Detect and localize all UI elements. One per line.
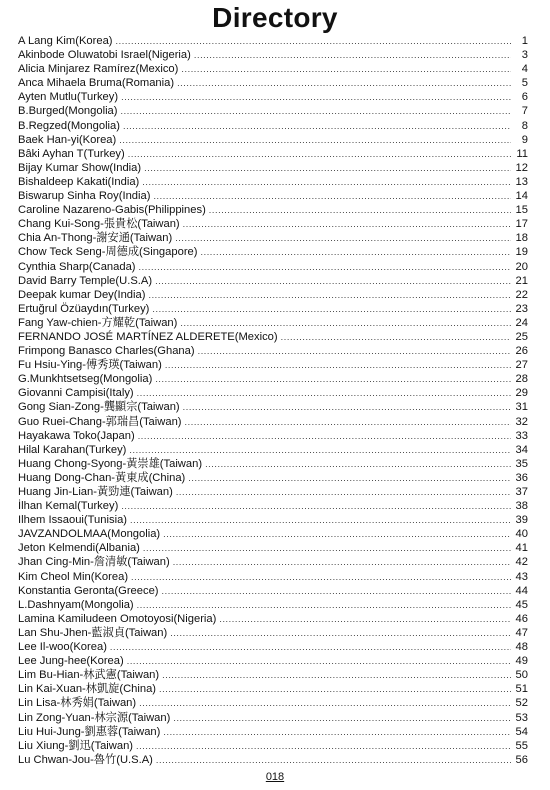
entry-page-number: 38: [515, 500, 528, 513]
directory-entry: [18, 147, 528, 161]
directory-entry: [18, 76, 528, 90]
directory-entry: [18, 443, 528, 457]
entry-name: Chow Teck Seng-周德成(Singapore): [18, 246, 198, 259]
entry-page-number: 25: [515, 330, 528, 343]
dot-leader: [159, 682, 511, 696]
entry-name: Akinbode Oluwatobi Israel(Nigeria): [18, 49, 191, 62]
entry-name: Hilal Karahan(Turkey): [18, 443, 127, 456]
entry-page-number: 47: [515, 626, 528, 639]
dot-leader: [110, 640, 511, 654]
entry-name: Anca Mihaela Bruma(Romania): [18, 77, 175, 90]
dot-leader: [139, 696, 511, 710]
directory-list: [18, 34, 528, 767]
directory-entry: [18, 654, 528, 668]
directory-entry: [18, 133, 528, 147]
entry-name: Chang Kui-Song-張貴松(Taiwan): [18, 218, 180, 231]
dot-leader: [165, 358, 511, 372]
entry-page-number: 18: [515, 232, 528, 245]
dot-leader: [188, 471, 511, 485]
entry-page-number: 29: [515, 387, 528, 400]
dot-leader: [152, 302, 511, 316]
entry-name: Lu Chwan-Jou-魯竹(U.S.A): [18, 753, 153, 766]
dot-leader: [185, 415, 511, 429]
entry-name: Deepak kumar Dey(India): [18, 288, 146, 301]
dot-leader: [128, 147, 511, 161]
entry-page-number: 12: [515, 161, 528, 174]
dot-leader: [205, 457, 511, 471]
entry-name: B.Regzed(Mongolia): [18, 119, 120, 132]
directory-entry: [18, 753, 528, 767]
dot-leader: [119, 133, 511, 147]
entry-name: Lee Il-woo(Korea): [18, 641, 107, 654]
entry-page-number: 15: [515, 204, 528, 217]
directory-entry: [18, 682, 528, 696]
entry-page-number: 22: [515, 288, 528, 301]
dot-leader: [127, 654, 511, 668]
dot-leader: [163, 725, 511, 739]
entry-page-number: 46: [515, 612, 528, 625]
directory-entry: [18, 288, 528, 302]
entry-page-number: 55: [515, 739, 528, 752]
entry-name: Fang Yaw-chien-方耀乾(Taiwan): [18, 316, 178, 329]
entry-name: Jeton Kelmendi(Albania): [18, 542, 140, 555]
dot-leader: [162, 668, 511, 682]
dot-leader: [162, 584, 511, 598]
directory-entry: [18, 119, 528, 133]
entry-name: Bâki Ayhan T(Turkey): [18, 147, 125, 160]
entry-page-number: 44: [515, 584, 528, 597]
directory-entry: [18, 344, 528, 358]
entry-page-number: 21: [515, 274, 528, 287]
directory-entry: [18, 48, 528, 62]
entry-name: Cynthia Sharp(Canada): [18, 260, 136, 273]
directory-entry: [18, 640, 528, 654]
entry-name: Lim Bu-Hian-林武憲(Taiwan): [18, 669, 160, 682]
directory-entry: [18, 316, 528, 330]
entry-page-number: 19: [515, 246, 528, 259]
dot-leader: [136, 739, 511, 753]
entry-page-number: 23: [515, 302, 528, 315]
entry-name: Huang Dong-Chan-黃東成(China): [18, 471, 186, 484]
entry-page-number: 9: [521, 133, 528, 146]
directory-entry: [18, 161, 528, 175]
entry-name: Ayten Mutlu(Turkey): [18, 91, 119, 104]
directory-entry: [18, 584, 528, 598]
entry-name: FERNANDO JOSÉ MARTÍNEZ ALDERETE(Mexico): [18, 330, 278, 343]
entry-name: Liu Hui-Jung-劉惠蓉(Taiwan): [18, 725, 161, 738]
directory-entry: [18, 274, 528, 288]
entry-page-number: 28: [515, 373, 528, 386]
entry-name: Gong Sian-Zong-龔顯宗(Taiwan): [18, 401, 180, 414]
dot-leader: [173, 711, 511, 725]
dot-leader: [144, 161, 511, 175]
entry-name: Alicia Minjarez Ramírez(Mexico): [18, 63, 179, 76]
dot-leader: [123, 119, 511, 133]
entry-page-number: 5: [521, 77, 528, 90]
directory-entry: [18, 231, 528, 245]
entry-name: Jhan Cing-Min-詹清敏(Taiwan): [18, 556, 170, 569]
dot-leader: [194, 48, 511, 62]
entry-page-number: 36: [515, 471, 528, 484]
entry-page-number: 39: [515, 514, 528, 527]
dot-leader: [139, 260, 511, 274]
dot-leader: [163, 527, 511, 541]
entry-page-number: 11: [516, 147, 528, 160]
dot-leader: [175, 231, 511, 245]
directory-entry: [18, 668, 528, 682]
dot-leader: [155, 274, 511, 288]
entry-page-number: 7: [521, 105, 528, 118]
entry-page-number: 32: [515, 415, 528, 428]
entry-name: İlhan Kemal(Turkey): [18, 500, 119, 513]
dot-leader: [209, 203, 511, 217]
entry-name: Caroline Nazareno-Gabis(Philippines): [18, 204, 206, 217]
entry-name: Lan Shu-Jhen-藍淑貞(Taiwan): [18, 626, 168, 639]
directory-entry: [18, 457, 528, 471]
directory-entry: [18, 527, 528, 541]
entry-name: Liu Xiung-劉迅(Taiwan): [18, 739, 134, 752]
entry-page-number: 13: [515, 175, 528, 188]
entry-name: Lamina Kamiludeen Omotoyosi(Nigeria): [18, 612, 217, 625]
entry-page-number: 48: [515, 641, 528, 654]
directory-entry: [18, 471, 528, 485]
entry-name: Baek Han-yi(Korea): [18, 133, 117, 146]
entry-name: A Lang Kim(Korea): [18, 35, 113, 47]
entry-page-number: 53: [515, 711, 528, 724]
directory-entry: [18, 541, 528, 555]
entry-page-number: 34: [515, 443, 528, 456]
directory-entry: [18, 189, 528, 203]
entry-page-number: 35: [515, 457, 528, 470]
dot-leader: [143, 541, 511, 555]
entry-page-number: 14: [515, 190, 528, 203]
dot-leader: [121, 104, 512, 118]
entry-name: Hayakawa Toko(Japan): [18, 429, 135, 442]
entry-name: Bishaldeep Kakati(India): [18, 175, 140, 188]
directory-entry: [18, 90, 528, 104]
directory-entry: [18, 570, 528, 584]
dot-leader: [148, 288, 511, 302]
entry-name: Biswarup Sinha Roy(India): [18, 190, 151, 203]
entry-name: David Barry Temple(U.S.A): [18, 274, 153, 287]
entry-name: Ertuğrul Özüaydın(Turkey): [18, 302, 150, 315]
entry-page-number: 43: [515, 570, 528, 583]
entry-page-number: 37: [515, 486, 528, 498]
entry-page-number: 33: [515, 429, 528, 442]
dot-leader: [153, 189, 511, 203]
dot-leader: [173, 555, 511, 569]
directory-entry: [18, 415, 528, 429]
dot-leader: [219, 612, 511, 626]
dot-leader: [180, 316, 511, 330]
entry-name: Huang Jin-Lian-黃勁連(Taiwan): [18, 486, 173, 498]
dot-leader: [181, 62, 511, 76]
dot-leader: [183, 400, 511, 414]
entry-name: Chia An-Thong-謝安通(Taiwan): [18, 232, 173, 245]
entry-name: JAVZANDOLMAA(Mongolia): [18, 528, 161, 541]
entry-name: Lin Zong-Yuan-林宗源(Taiwan): [18, 711, 171, 724]
directory-entry: [18, 626, 528, 640]
entry-page-number: 49: [515, 655, 528, 668]
entry-name: L.Dashnyam(Mongolia): [18, 598, 134, 611]
dot-leader: [121, 499, 511, 513]
directory-entry: [18, 358, 528, 372]
directory-entry: [18, 429, 528, 443]
entry-page-number: 45: [515, 598, 528, 611]
directory-entry: [18, 485, 528, 499]
dot-leader: [177, 76, 511, 90]
entry-name: Konstantia Geronta(Greece): [18, 584, 159, 597]
entry-page-number: 40: [515, 528, 528, 541]
entry-name: B.Burged(Mongolia): [18, 105, 118, 118]
entry-page-number: 8: [521, 119, 528, 132]
dot-leader: [121, 90, 511, 104]
dot-leader: [130, 513, 511, 527]
directory-entry: [18, 711, 528, 725]
directory-entry: [18, 696, 528, 710]
directory-entry: [18, 175, 528, 189]
directory-entry: [18, 513, 528, 527]
directory-entry: [18, 104, 528, 118]
directory-entry: [18, 62, 528, 76]
dot-leader: [142, 175, 511, 189]
directory-entry: [18, 372, 528, 386]
dot-leader: [201, 245, 512, 259]
directory-entry: [18, 725, 528, 739]
entry-name: Lin Lisa-林秀娟(Taiwan): [18, 697, 137, 710]
entry-name: Kim Cheol Min(Korea): [18, 570, 129, 583]
directory-entry: [18, 400, 528, 414]
entry-page-number: 4: [521, 63, 528, 76]
directory-entry: [18, 499, 528, 513]
entry-name: Giovanni Campisi(Italy): [18, 387, 134, 400]
entry-name: Frimpong Banasco Charles(Ghana): [18, 345, 195, 358]
dot-leader: [281, 330, 511, 344]
entry-page-number: 24: [515, 316, 528, 329]
directory-entry: [18, 330, 528, 344]
entry-page-number: 17: [515, 218, 528, 231]
directory-entry: [18, 739, 528, 753]
entry-page-number: 52: [515, 697, 528, 710]
entry-name: Huang Chong-Syong-黃崇雄(Taiwan): [18, 457, 203, 470]
directory-entry: [18, 598, 528, 612]
dot-leader: [183, 217, 511, 231]
entry-page-number: 54: [515, 725, 528, 738]
entry-page-number: 51: [515, 683, 528, 696]
dot-leader: [198, 344, 511, 358]
entry-page-number: 3: [521, 49, 528, 62]
entry-page-number: 6: [521, 91, 528, 104]
dot-leader: [137, 598, 511, 612]
dot-leader: [116, 34, 511, 48]
page-title: Directory: [212, 2, 338, 33]
entry-page-number: 1: [521, 35, 528, 47]
directory-entry: [18, 217, 528, 231]
dot-leader: [131, 570, 511, 584]
entry-name: Lin Kai-Xuan-林凱旋(China): [18, 683, 157, 696]
directory-entry: [18, 386, 528, 400]
entry-page-number: 41: [515, 542, 528, 555]
entry-page-number: 42: [515, 556, 528, 569]
dot-leader: [137, 386, 511, 400]
entry-page-number: 56: [515, 753, 528, 766]
entry-page-number: 20: [515, 260, 528, 273]
entry-page-number: 50: [515, 669, 528, 682]
entry-page-number: 31: [515, 401, 528, 414]
dot-leader: [156, 753, 511, 767]
entry-page-number: 26: [515, 345, 528, 358]
entry-name: Ilhem Issaoui(Tunisia): [18, 514, 128, 527]
directory-entry: [18, 203, 528, 217]
entry-name: G.Munkhtsetseg(Mongolia): [18, 373, 153, 386]
entry-name: Lee Jung-hee(Korea): [18, 655, 124, 668]
entry-name: Bijay Kumar Show(India): [18, 161, 142, 174]
directory-entry: [18, 302, 528, 316]
page-footer: [0, 770, 550, 784]
dot-leader: [129, 443, 511, 457]
directory-entry: [18, 245, 528, 259]
dot-leader: [170, 626, 511, 640]
directory-entry: [18, 260, 528, 274]
dot-leader: [138, 429, 511, 443]
dot-leader: [155, 372, 511, 386]
entry-name: Guo Ruei-Chang-郭瑞昌(Taiwan): [18, 415, 182, 428]
directory-entry: [18, 555, 528, 569]
entry-page-number: 27: [515, 359, 528, 372]
footer-page-number: 018: [265, 771, 285, 783]
directory-entry: [18, 34, 528, 48]
entry-name: Fu Hsiu-Ying-傅秀瑛(Taiwan): [18, 359, 162, 372]
directory-entry: [18, 612, 528, 626]
dot-leader: [176, 485, 511, 499]
